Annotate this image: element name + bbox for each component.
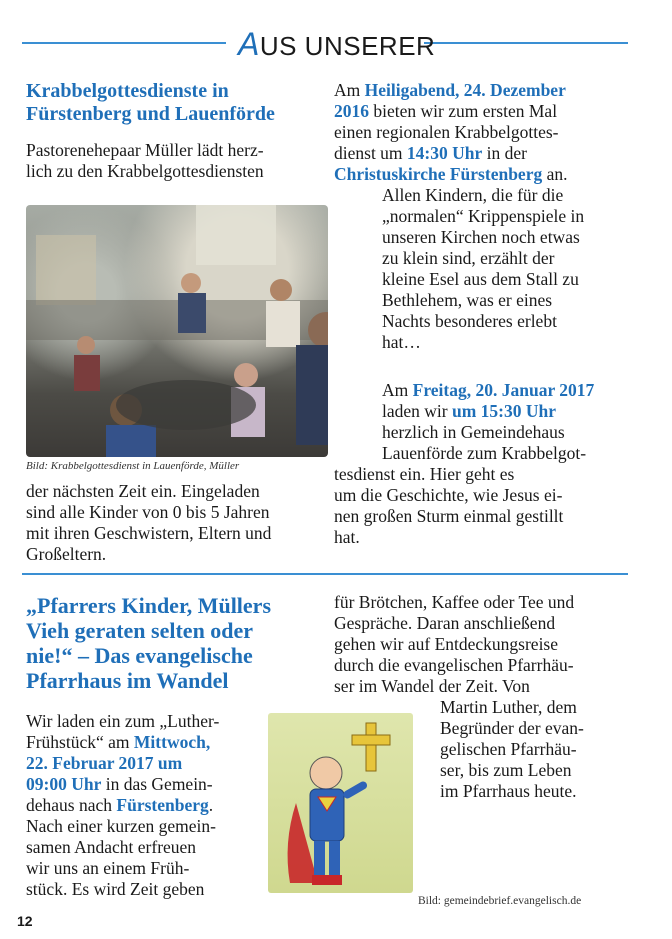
article1-intro — [26, 140, 326, 182]
text-line: gehen wir auf Entdeckungsreise — [334, 634, 559, 654]
text-line: tesdienst ein. Hier geht es — [334, 464, 515, 484]
text-line: wir uns an einem Früh- — [26, 858, 190, 878]
year-highlight: 2016 — [334, 101, 369, 121]
section-title — [238, 26, 435, 63]
article1-paragraph-januar-rest — [334, 464, 622, 548]
article1-continuation — [26, 481, 328, 565]
date-highlight: Heiligabend, 24. Dezember — [364, 80, 566, 100]
text-line: mit ihren Geschwistern, Eltern und — [26, 523, 272, 543]
time-highlight: 14:30 Uhr — [406, 143, 483, 163]
text-line: laden wir um 15:30 Uhr — [382, 401, 557, 421]
text-line: hat… — [382, 332, 421, 352]
header-rule-left — [22, 42, 226, 44]
article1-heading-line: Fürstenberg und Lauenförde — [26, 103, 275, 125]
text-line: stück. Es wird Zeit geben — [26, 879, 205, 899]
article1-heading — [26, 80, 326, 126]
text-line: Christuskirche Fürstenberg an. — [334, 164, 568, 184]
text-line: samen Andacht erfreuen — [26, 837, 197, 857]
text-line: nen großen Sturm einmal gestillt — [334, 506, 564, 526]
article1-heading-line: Krabbelgottesdienste in — [26, 80, 229, 102]
photo-caption: Bild: Krabbelgottesdienst in Lauenförde, Müller — [26, 460, 240, 472]
text-line: herzlich in Gemeindehaus — [382, 422, 565, 442]
date-highlight: 22. Februar 2017 um — [26, 753, 183, 773]
article2-heading-line: Vieh geraten selten oder — [26, 618, 254, 643]
text-line: gelischen Pfarrhäu- — [440, 739, 577, 759]
cartoon-caption: Bild: gemeindebrief.evangelisch.de — [418, 895, 582, 907]
article1-paragraph-heiligabend — [334, 80, 622, 185]
article1-paragraph-januar — [382, 380, 622, 464]
text-line: um die Geschichte, wie Jesus ei- — [334, 485, 563, 505]
text-line: kleine Esel aus dem Stall zu — [382, 269, 579, 289]
text-line: für Brötchen, Kaffee oder Tee und — [334, 592, 575, 612]
section-title-initial: A — [238, 26, 260, 62]
text-line: Frühstück“ am Mittwoch, — [26, 732, 211, 752]
text-line: Lauenförde zum Krabbelgot- — [382, 443, 587, 463]
article2-heading — [26, 593, 326, 693]
text-line: Gespräche. Daran anschließend — [334, 613, 556, 633]
page-number: 12 — [17, 913, 33, 929]
article2-heading-line: Pfarrhaus im Wandel — [26, 668, 229, 693]
text-line: unseren Kirchen noch etwas — [382, 227, 580, 247]
text-line: 09:00 Uhr in das Gemein- — [26, 774, 213, 794]
text-line: der nächsten Zeit ein. Eingeladen — [26, 481, 260, 501]
cartoon-pastor-superman — [268, 713, 413, 893]
text-line: Wir laden ein zum „Luther- — [26, 711, 220, 731]
text-line: ser, bis zum Leben — [440, 760, 572, 780]
text-line: durch die evangelischen Pfarrhäu- — [334, 655, 574, 675]
photo-illustration — [26, 205, 328, 457]
place-highlight: Christuskirche Fürstenberg — [334, 164, 543, 184]
text-line: Martin Luther, dem — [440, 697, 577, 717]
text-line: Bethlehem, was er eines — [382, 290, 553, 310]
text-line: Begründer der evan- — [440, 718, 584, 738]
place-highlight: Fürstenberg — [116, 795, 209, 815]
article2-heading-line: nie!“ – Das evangelische — [26, 643, 253, 668]
section-title-rest: US UNSERER — [259, 31, 436, 61]
time-highlight: um 15:30 Uhr — [451, 401, 557, 421]
text-line: Nachts besonderes erlebt — [382, 311, 557, 331]
cartoon-illustration — [268, 713, 413, 893]
text-line: ser im Wandel der Zeit. Von — [334, 676, 530, 696]
article-divider — [22, 573, 628, 575]
photo-krabbelgottesdienst — [26, 205, 328, 457]
article2-paragraph-luther-fruehstueck — [26, 711, 254, 900]
text-line: dienst um 14:30 Uhr in der — [334, 143, 527, 163]
text-line: lich zu den Krabbelgottesdiensten — [26, 161, 264, 181]
article2-paragraph-right-narrow — [440, 697, 622, 802]
text-line: einen regionalen Krabbelgottes- — [334, 122, 559, 142]
text-line: Nach einer kurzen gemein- — [26, 816, 216, 836]
text-line: „normalen“ Krippenspiele in — [382, 206, 585, 226]
header-rule-right — [424, 42, 628, 44]
article2-heading-line: „Pfarrers Kinder, Müllers — [26, 593, 272, 618]
text-line: Am Freitag, 20. Januar 2017 — [382, 380, 595, 400]
article2-paragraph-right — [334, 592, 622, 697]
text-line: zu klein sind, erzählt der — [382, 248, 555, 268]
text-line: hat. — [334, 527, 360, 547]
time-highlight: 09:00 Uhr — [26, 774, 102, 794]
text-line: Allen Kindern, die für die — [382, 185, 564, 205]
text-line: Pastorenehepaar Müller lädt herz- — [26, 140, 264, 160]
text-line: im Pfarrhaus heute. — [440, 781, 577, 801]
text-line: 2016 bieten wir zum ersten Mal — [334, 101, 558, 121]
text-line: Am Heiligabend, 24. Dezember — [334, 80, 566, 100]
text-line: sind alle Kinder von 0 bis 5 Jahren — [26, 502, 270, 522]
date-highlight: Freitag, 20. Januar 2017 — [412, 380, 595, 400]
day-highlight: Mittwoch, — [133, 732, 211, 752]
text-line: Großeltern. — [26, 544, 107, 564]
text-line: dehaus nach Fürstenberg. — [26, 795, 214, 815]
article1-paragraph-heiligabend-rest — [382, 185, 622, 353]
